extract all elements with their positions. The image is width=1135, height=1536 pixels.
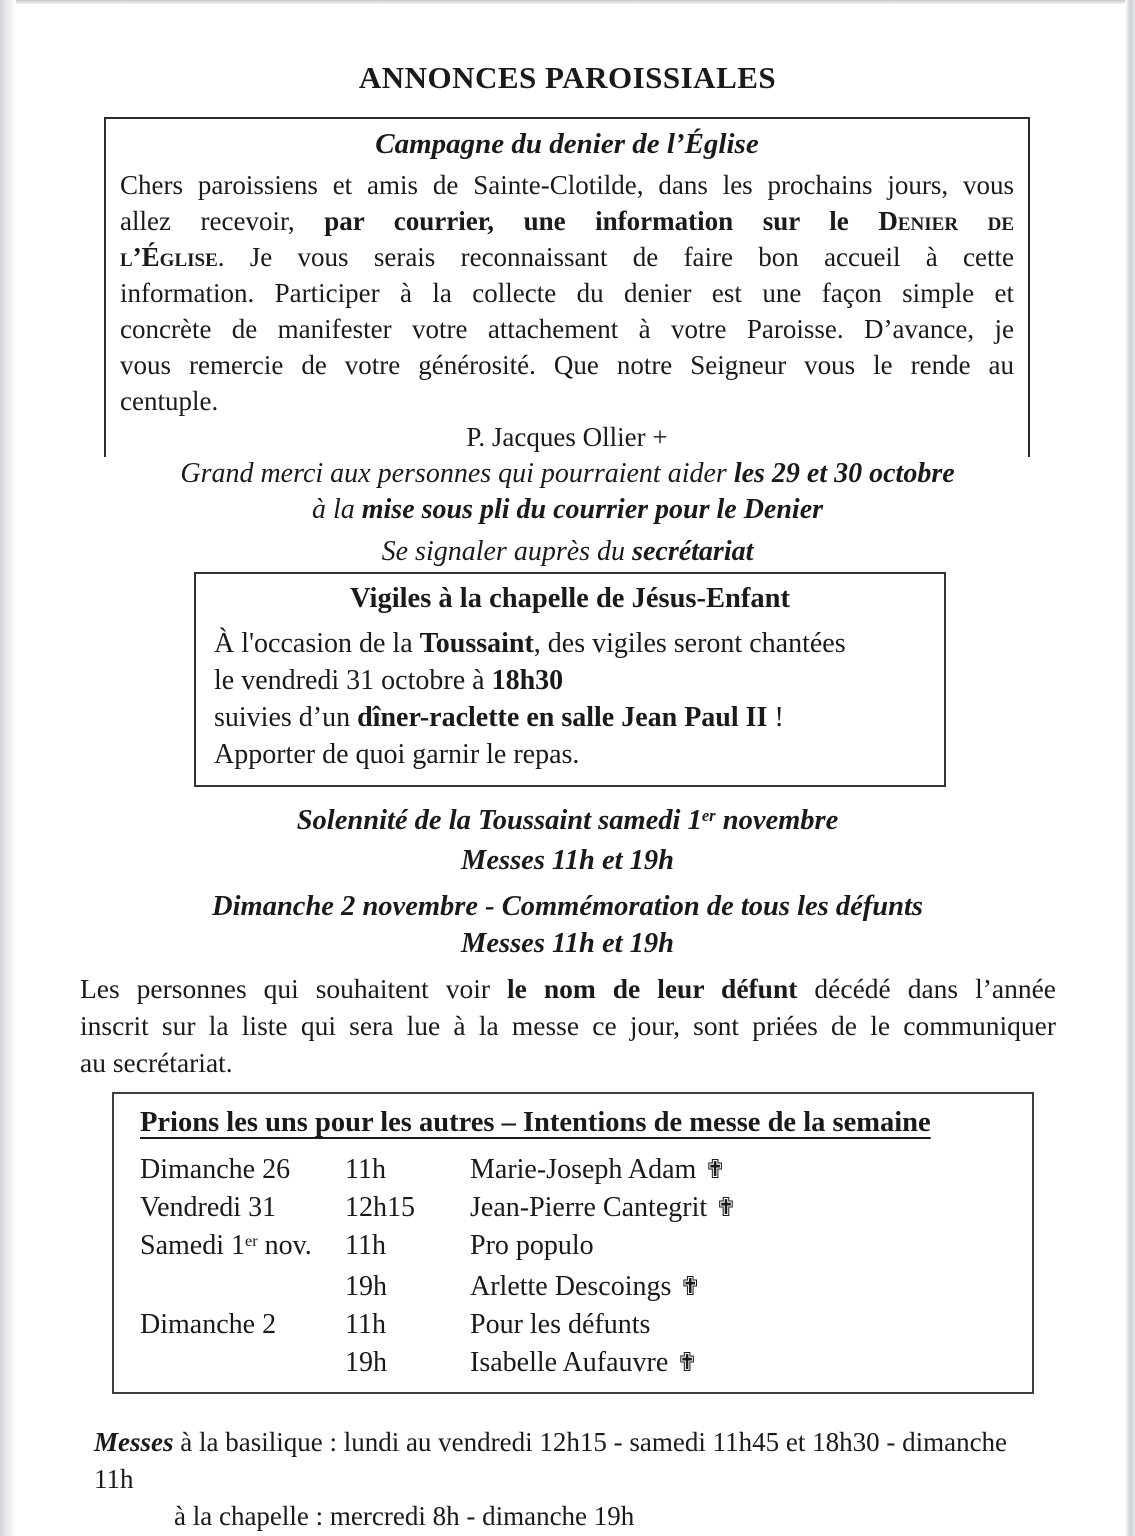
thanks-text: à la — [311, 494, 362, 525]
intention-row — [140, 1227, 1012, 1268]
intention-time: 19h — [345, 1271, 387, 1302]
para-text: décédé dans l’année — [797, 973, 1056, 1004]
secretariat-note — [0, 534, 1135, 570]
denier-paragraph-line — [120, 239, 1014, 275]
thanks-note-line-1 — [0, 456, 1135, 492]
vigils-text: , des vigiles seront chantées — [533, 628, 846, 659]
mass-times-text: à la basilique : lundi au vendredi 12h15 - samedi 11h45 et 18h30 - dimanche 11h — [94, 1427, 1008, 1494]
denier-text-smallcaps: Denier de — [878, 206, 1015, 236]
para-text: Les personnes qui souhaitent voir — [80, 973, 507, 1004]
denier-box-title: Campagne du denier de l’Église — [375, 128, 759, 160]
intention-name — [470, 1227, 1012, 1268]
mass-times-footer — [94, 1424, 1044, 1535]
denier-campaign-box — [104, 117, 1030, 457]
vigils-line-1 — [214, 625, 926, 662]
paragraph-line: au secrétariat. — [80, 1047, 233, 1078]
denier-paragraph-line: vous remercie de votre générosité. Que notre Seigneur vous le rende au — [120, 350, 1014, 380]
intention-name-text: Isabelle Aufauvre — [470, 1347, 669, 1378]
intention-name-text: Marie-Joseph Adam — [470, 1154, 697, 1185]
intention-day — [140, 1344, 345, 1382]
intention-day-superscript: er — [245, 1231, 258, 1250]
intention-day: Vendredi 31 — [140, 1192, 277, 1223]
denier-text-smallcaps: l’Église — [120, 242, 218, 272]
toussaint-text: Solennité de la Toussaint samedi 1 — [296, 805, 702, 836]
secretariat-text: Se signaler auprès du — [381, 536, 633, 567]
vigils-line-3 — [214, 699, 926, 736]
vigils-text: le vendredi 31 octobre à — [214, 665, 492, 696]
denier-paragraph-line — [120, 203, 1014, 239]
paragraph-line — [80, 970, 1056, 1007]
mass-times-line-1 — [94, 1424, 1044, 1498]
intention-time: 11h — [345, 1230, 386, 1261]
intention-day — [140, 1268, 345, 1306]
denier-paragraph-line: Chers paroissiens et amis de Sainte-Clotilde, dans les prochains jours, vous — [120, 170, 1014, 200]
vigils-text: suivies d’un — [214, 702, 358, 733]
intentions-box — [112, 1092, 1034, 1394]
mass-times-line-2: à la chapelle : mercredi 8h - dimanche 19h — [174, 1501, 635, 1531]
vigils-text-bold: 18h30 — [491, 665, 564, 696]
toussaint-heading — [0, 802, 1135, 879]
intention-name — [470, 1306, 1012, 1344]
intentions-box-title: Prions les uns pour les autres – Intentions de messe de la semaine — [140, 1107, 931, 1138]
intention-day-text: nov. — [257, 1230, 312, 1261]
vigils-box — [194, 572, 946, 787]
thanks-text: Grand merci aux personnes qui pourraient aider — [180, 458, 734, 489]
intention-row — [140, 1306, 1012, 1344]
paragraph-line: inscrit sur la liste qui sera lue à la messe ce jour, sont priées de le communiquer — [80, 1010, 1056, 1041]
secretariat-text-bold: secrétariat — [632, 536, 754, 567]
toussaint-text: novembre — [715, 805, 839, 836]
defunts-heading-line-2: Messes 11h et 19h — [461, 928, 674, 959]
intention-row — [140, 1151, 1012, 1189]
denier-text: . Je vous serais reconnaissant de faire bon accueil à cette — [217, 242, 1014, 272]
intention-day: Dimanche 2 — [140, 1309, 277, 1340]
toussaint-heading-line-1 — [0, 802, 1135, 842]
page-title: ANNONCES PAROISSIALES — [358, 60, 777, 95]
thanks-text-bold: mise sous pli du courrier pour le Denier — [361, 494, 824, 525]
denier-signature: P. Jacques Ollier + — [466, 422, 668, 452]
cross-icon: ✟ — [676, 1348, 699, 1378]
intention-name-text: Pro populo — [470, 1230, 594, 1261]
cross-icon: ✟ — [704, 1155, 727, 1185]
vigils-line-4: Apporter de quoi garnir le repas. — [214, 739, 580, 770]
vigils-box-title: Vigiles à la chapelle de Jésus-Enfant — [350, 583, 790, 614]
denier-text: allez recevoir, — [120, 206, 325, 236]
mass-times-label: Messes — [94, 1427, 174, 1457]
thanks-note — [0, 456, 1135, 528]
vigils-text-bold: dîner-raclette en salle Jean Paul II — [357, 702, 768, 733]
page-left-edge-shadow — [0, 0, 16, 1536]
vigils-text-bold: Toussaint — [419, 628, 534, 659]
intention-name-text: Pour les défunts — [470, 1309, 651, 1340]
cross-icon: ✟ — [715, 1193, 737, 1223]
cross-icon: ✟ — [679, 1272, 702, 1302]
intention-row — [140, 1344, 1012, 1382]
intention-day: Dimanche 26 — [140, 1154, 291, 1185]
intention-row — [140, 1268, 1012, 1306]
thanks-note-line-2 — [0, 492, 1135, 528]
defunt-names-paragraph — [80, 970, 1056, 1081]
intention-day — [140, 1227, 345, 1268]
intention-name — [470, 1151, 1012, 1189]
vigils-line-2 — [214, 662, 926, 699]
denier-paragraph-line: concrète de manifester votre attachement à votre Paroisse. D’avance, je — [120, 314, 1014, 344]
intention-name-text: Jean-Pierre Cantegrit — [470, 1192, 708, 1223]
intention-name — [470, 1268, 1012, 1306]
intention-name — [470, 1344, 1012, 1382]
defunts-heading-line-1: Dimanche 2 novembre - Commémoration de tous les défunts — [212, 891, 923, 922]
thanks-text-bold: les 29 et 30 octobre — [733, 458, 955, 489]
intention-time: 11h — [345, 1154, 386, 1185]
toussaint-heading-line-2: Messes 11h et 19h — [461, 845, 674, 876]
toussaint-superscript: er — [701, 805, 716, 825]
intention-name — [470, 1189, 1012, 1227]
intention-time: 12h15 — [345, 1192, 415, 1223]
defunts-heading — [0, 888, 1135, 962]
intention-name-text: Arlette Descoings — [470, 1271, 672, 1302]
denier-text-bold: par courrier, une information sur le — [324, 206, 879, 236]
vigils-text: ! — [767, 702, 784, 733]
intention-time: 19h — [345, 1347, 387, 1378]
intention-row — [140, 1189, 1012, 1227]
denier-paragraph-line: centuple. — [120, 386, 219, 416]
denier-paragraph-line: information. Participer à la collecte du denier est une façon simple et — [120, 278, 1014, 308]
vigils-text: À l'occasion de la — [214, 628, 420, 659]
para-text-bold: le nom de leur défunt — [507, 973, 798, 1004]
intention-time: 11h — [345, 1309, 386, 1340]
page-top-edge-shadow — [0, 0, 1135, 4]
page-right-edge-shadow — [1125, 0, 1135, 1536]
intention-day-text: Samedi 1 — [140, 1230, 245, 1261]
